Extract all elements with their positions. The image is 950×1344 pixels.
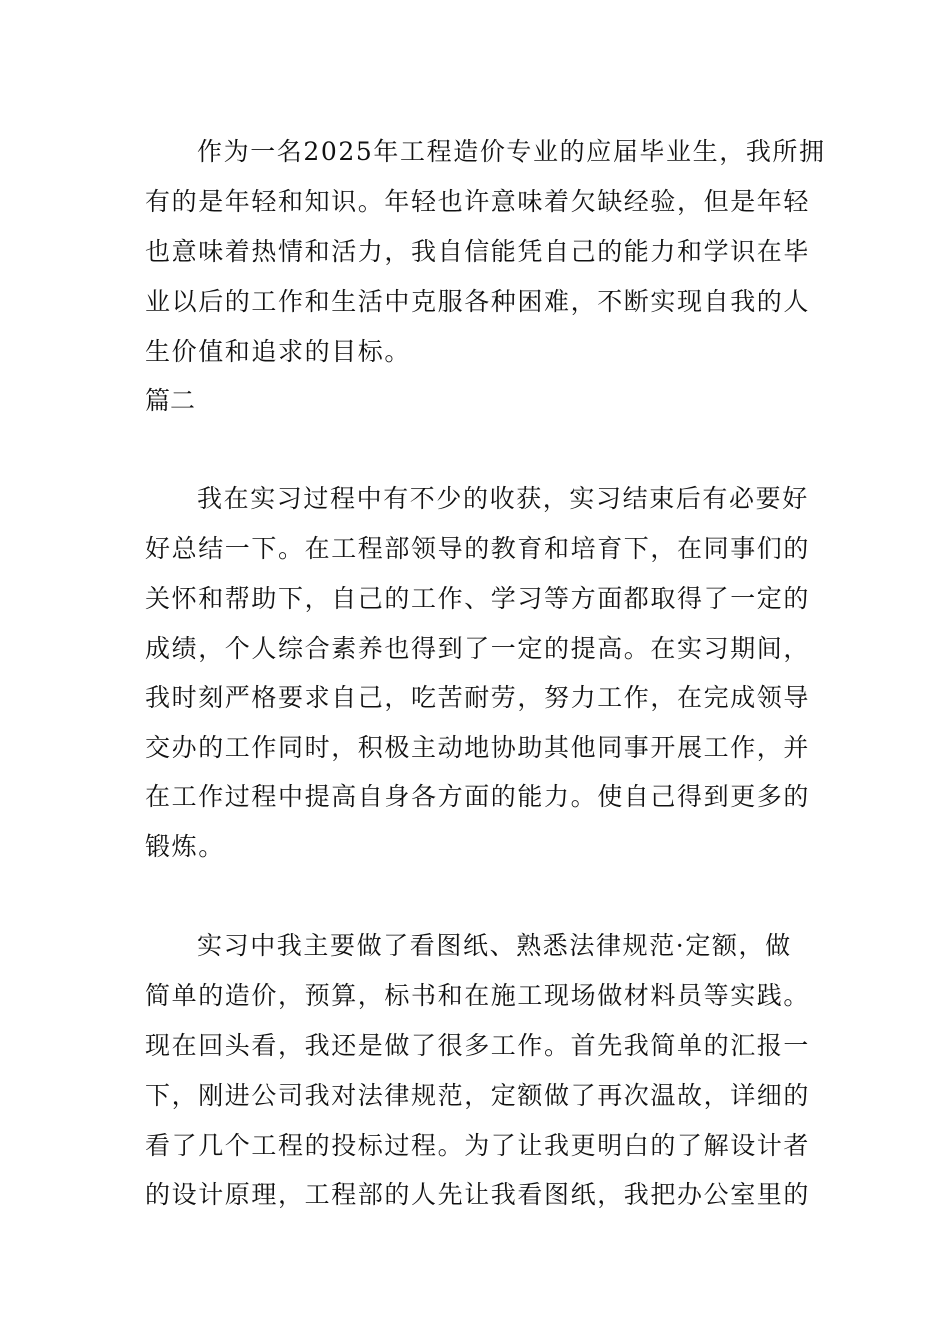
paragraph-line: 简单的造价，预算，标书和在施工现场做材料员等实践。 [145,981,811,1010]
paragraph-line: 实习中我主要做了看图纸、熟悉法律规范·定额，做 [197,931,792,960]
paragraph-line: 也意味着热情和活力，我自信能凭自己的能力和学识在毕 [145,237,811,266]
paragraph-line: 的设计原理，工程部的人先让我看图纸，我把办公室里的 [145,1180,811,1209]
paragraph-line: 好总结一下。在工程部领导的教育和培育下，在同事们的 [145,534,811,563]
paragraph-line: 锻炼。 [145,832,225,861]
paragraph-line: 交办的工作同时，积极主动地协助其他同事开展工作，并 [145,733,811,762]
paragraph-line: 在工作过程中提高自身各方面的能力。使自己得到更多的 [145,782,811,811]
paragraph-line: 作为一名2025年工程造价专业的应届毕业生，我所拥 [197,137,826,166]
paragraph-line: 我时刻严格要求自己，吃苦耐劳，努力工作，在完成领导 [145,683,811,712]
document-page [145,0,826,1344]
paragraph-line: 我在实习过程中有不少的收获，实习结束后有必要好 [197,484,809,513]
paragraph-line: 看了几个工程的投标过程。为了让我更明白的了解设计者 [145,1131,811,1160]
section-heading: 篇二 [145,386,196,415]
paragraph-line: 现在回头看，我还是做了很多工作。首先我简单的汇报一 [145,1031,811,1060]
paragraph-line: 有的是年轻和知识。年轻也许意味着欠缺经验，但是年轻 [145,187,811,216]
paragraph-line: 生价值和追求的目标。 [145,337,412,366]
paragraph-line: 下，刚进公司我对法律规范，定额做了再次温故，详细的 [145,1081,811,1110]
paragraph-line: 关怀和帮助下，自己的工作、学习等方面都取得了一定的 [145,584,811,613]
paragraph-line: 成绩，个人综合素养也得到了一定的提高。在实习期间， [145,634,811,663]
paragraph-line: 业以后的工作和生活中克服各种困难，不断实现自我的人 [145,287,811,316]
